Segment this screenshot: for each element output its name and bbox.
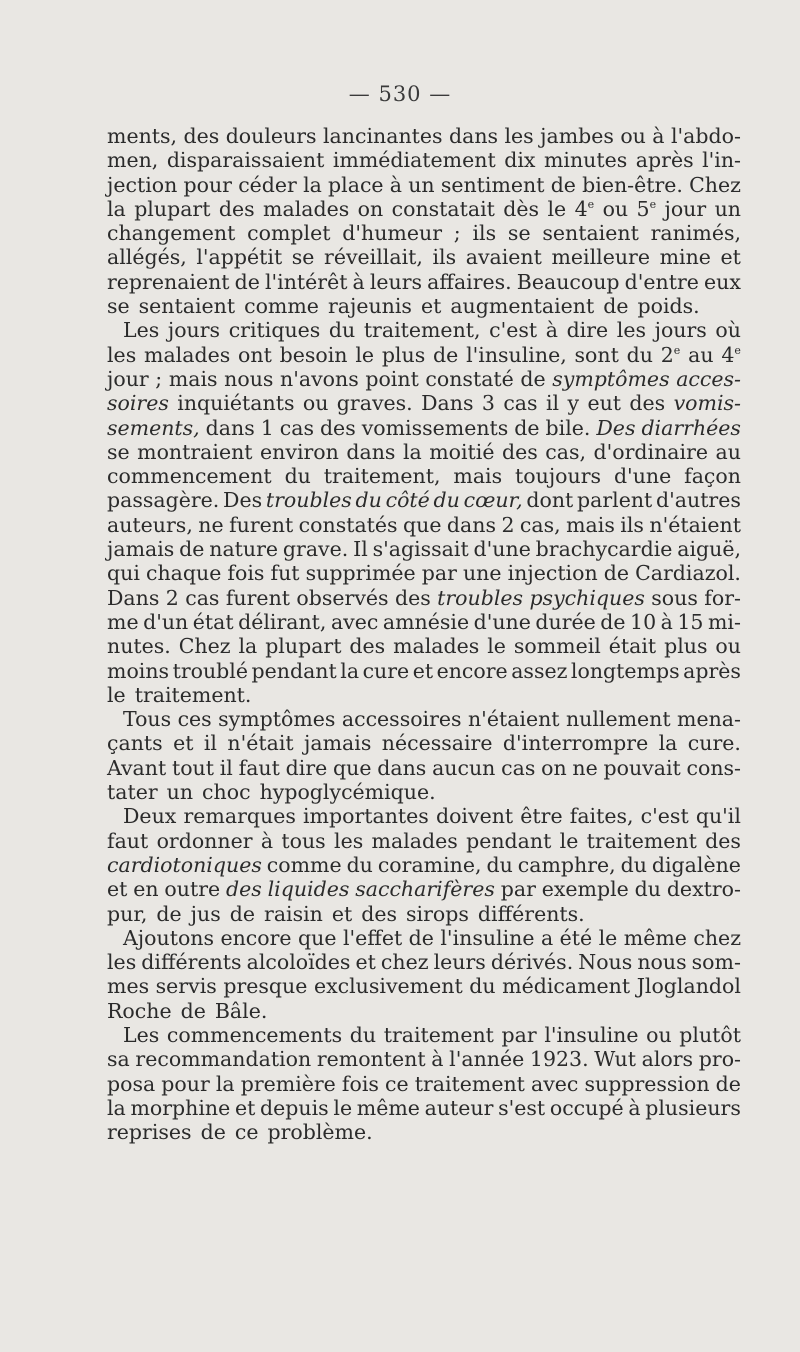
body-text [107, 124, 741, 1144]
text-line: ments, des douleurs lancinantes dans les jambes ou à l'abdo- [107, 124, 741, 148]
text-line: la morphine et depuis le même auteur s'est occupé à plusieurs [107, 1095, 741, 1120]
text-line: pur, de jus de raisin et des sirops différents. [107, 901, 585, 926]
text-line: les différents alcoloïdes et chez leurs dérivés. Nous nous som- [107, 950, 741, 975]
text-line: le traitement. [107, 682, 252, 707]
text-line: cardiotoniques comme du coramine, du camphre, du digalène [107, 852, 741, 877]
text-line: posa pour la première fois ce traitement avec suppression de [107, 1071, 741, 1096]
text-line: Dans 2 cas furent observés des troubles psychiques sous for- [107, 585, 741, 610]
text-line: jamais de nature grave. Il s'agissait d'une brachycardie aiguë, [107, 537, 741, 562]
text-line: reprises de ce problème. [107, 1120, 373, 1145]
text-line: auteurs, ne furent constatés que dans 2 cas, mais ils n'étaient [107, 512, 741, 537]
text-line: jection pour céder la place à un sentiment de bien-être. Chez [107, 172, 741, 197]
text-line: Tous ces symptômes accessoires n'étaient nullement mena- [123, 707, 741, 732]
text-line: mes servis presque exclusivement du médicament Jloglandol [107, 974, 741, 999]
text-line: allégés, l'appétit se réveillait, ils avaient meilleure mine et [107, 245, 741, 270]
text-line: se sentaient comme rajeunis et augmentaient de poids. [107, 294, 700, 319]
text-line: me d'un état délirant, avec amnésie d'une durée de 10 à 15 mi- [107, 609, 741, 634]
text-line: Roche de Bâle. [107, 998, 268, 1023]
text-line: sements, dans 1 cas des vomissements de bile. Des diarrhées [107, 415, 741, 440]
text-line: Les jours critiques du traitement, c'est à dire les jours où [123, 318, 741, 343]
text-line: commencement du traitement, mais toujours d'une façon [107, 464, 741, 489]
text-line: men, disparaissaient immédiatement dix minutes après l'in- [107, 148, 741, 173]
text-line: Les commencements du traitement par l'insuline ou plutôt [123, 1022, 741, 1047]
text-line: reprenaient de l'intérêt à leurs affaires. Beaucoup d'entre eux [107, 269, 741, 294]
text-line: jour ; mais nous n'avons point constaté de symptômes acces- [107, 366, 741, 391]
text-line: tater un choc hypoglycémique. [107, 780, 436, 805]
text-line: nutes. Chez la plupart des malades le sommeil était plus ou [107, 634, 741, 659]
text-line: sa recommandation remontent à l'année 1923. Wut alors pro- [107, 1047, 741, 1072]
text-line: qui chaque fois fut supprimée par une injection de Cardiazol. [107, 561, 741, 586]
page-number: — 530 — [348, 82, 452, 106]
text-line: les malades ont besoin le plus de l'insuline, sont du 2e au 4e [107, 342, 741, 367]
text-line: se montraient environ dans la moitié des cas, d'ordinaire au [107, 439, 741, 464]
text-line: Avant tout il faut dire que dans aucun cas on ne pouvait cons- [107, 755, 741, 780]
text-line: çants et il n'était jamais nécessaire d'interrompre la cure. [107, 731, 741, 756]
text-line: moins troublé pendant la cure et encore assez longtemps après [107, 658, 741, 683]
text-line: passagère. Des troubles du côté du cœur, dont parlent d'autres [107, 488, 741, 513]
text-line: changement complet d'humeur ; ils se sentaient ranimés, [107, 221, 741, 246]
text-line: Ajoutons encore que l'effet de l'insuline a été le même chez [123, 925, 741, 950]
text-line: Deux remarques importantes doivent être faites, c'est qu'il [123, 804, 741, 829]
text-line: et en outre des liquides saccharifères par exemple du dextro- [107, 877, 741, 902]
text-line: la plupart des malades on constatait dès le 4e ou 5e jour un [107, 196, 741, 221]
text-line: soires inquiétants ou graves. Dans 3 cas il y eut des vomis- [107, 391, 741, 416]
text-line: faut ordonner à tous les malades pendant le traitement des [107, 828, 741, 853]
